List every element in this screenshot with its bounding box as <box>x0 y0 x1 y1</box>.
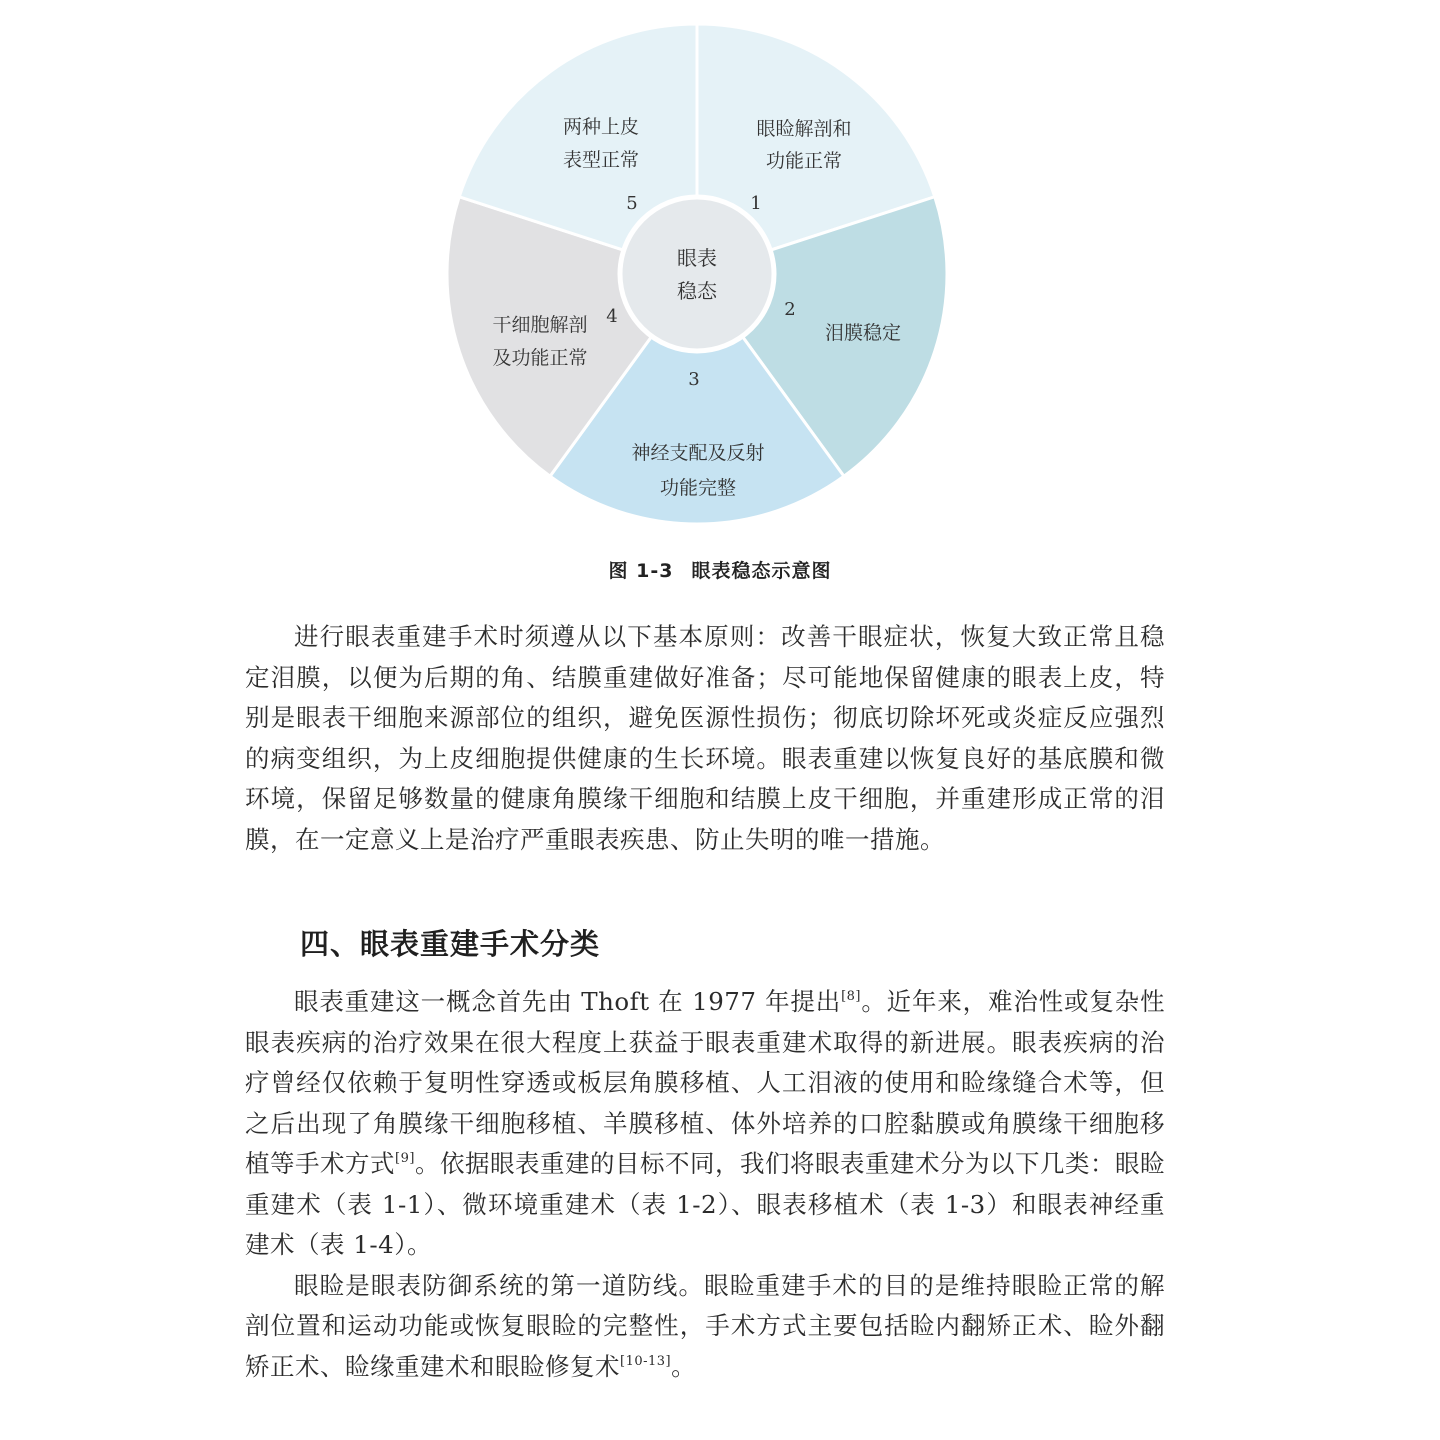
paragraph-eyelid-part1: 眼睑是眼表防御系统的第一道防线。眼睑重建手术的目的是维持眼睑正常的解剖位置和运动功能或恢复眼睑的完整性，手术方式主要包括睑内翻矫正术、睑外翻矫正术、睑缘重建术和眼睑修复术 <box>245 1270 1165 1381</box>
segment-1-label-line2: 功能正常 <box>765 150 843 172</box>
citation-10-13: [10-13] <box>620 1353 672 1369</box>
section-heading: 四、眼表重建手术分类 <box>300 927 601 961</box>
segment-1-number: 1 <box>750 193 762 214</box>
segment-3-number: 3 <box>688 369 700 390</box>
segment-1-label-line1: 眼睑解剖和 <box>756 118 852 140</box>
figure-title: 眼表稳态示意图 <box>691 560 832 582</box>
segment-4-label-line2: 及功能正常 <box>492 347 588 369</box>
paragraph-classification <box>245 982 1165 1266</box>
paragraph-principles-block <box>245 617 1165 860</box>
citation-8: [8] <box>841 989 862 1004</box>
paragraph-classification-part1: 眼表重建这一概念首先由 Thoft 在 1977 年提出 <box>294 987 842 1016</box>
center-circle <box>620 197 774 351</box>
paragraph-classification-part3: 。依据眼表重建的目标不同，我们将眼表重建术分为以下几类：眼睑重建术（表 1-1）、微环境重建术（表 1-2）、眼表移植术（表 1-3）和眼表神经重建术（表 1-4）。 <box>245 1149 1165 1259</box>
segment-2-number: 2 <box>784 299 796 320</box>
center-label-line1: 眼表 <box>677 246 717 270</box>
segment-4-number: 4 <box>606 306 618 327</box>
segment-5-label-line2: 表型正常 <box>562 149 640 171</box>
paragraph-principles: 进行眼表重建手术时须遵从以下基本原则：改善干眼症状，恢复大致正常且稳定泪膜，以便为后期的角、结膜重建做好准备；尽可能地保留健康的眼表上皮，特别是眼表干细胞来源部位的组织，避免医源性损伤；彻底切除坏死或炎症反应强烈的病变组织，为上皮细胞提供健康的生长环境。眼表重建以恢复良好的基底膜和微环境，保留足够数量的健康角膜缘干细胞和结膜上皮干细胞，并重建形成正常的泪膜，在一定意义上是治疗严重眼表疾患、防止失明的唯一措施。 <box>245 622 1165 854</box>
segment-4-label-line1: 干细胞解剖 <box>492 314 588 336</box>
segment-3-label-line2: 功能完整 <box>659 477 737 499</box>
figure-number: 图 1-3 <box>608 560 674 582</box>
citation-9: [9] <box>395 1151 415 1166</box>
segment-3-label-line1: 神经支配及反射 <box>631 442 765 464</box>
segment-2-label-line1: 泪膜稳定 <box>824 322 902 344</box>
paragraph-classification-part2: 。近年来，难治性或复杂性眼表疾病的治疗效果在很大程度上获益于眼表重建术取得的新进展。眼表疾病的治疗曾经仅依赖于复明性穿透或板层角膜移植、人工泪液的使用和睑缘缝合术等，但之后出现了角膜缘干细胞移植、羊膜移植、体外培养的口腔黏膜或角膜缘干细胞移植等手术方式 <box>245 987 1165 1178</box>
paragraph-eyelid-part2: 。 <box>671 1351 697 1381</box>
paragraph-eyelid <box>245 1266 1165 1388</box>
body-block <box>245 982 1165 1387</box>
center-label-line2: 稳态 <box>677 279 717 303</box>
ocular-surface-homeostasis-diagram <box>0 0 1440 545</box>
segment-5-number: 5 <box>626 193 638 214</box>
segment-5-label-line1: 两种上皮 <box>562 116 640 138</box>
figure-caption <box>0 556 1440 583</box>
